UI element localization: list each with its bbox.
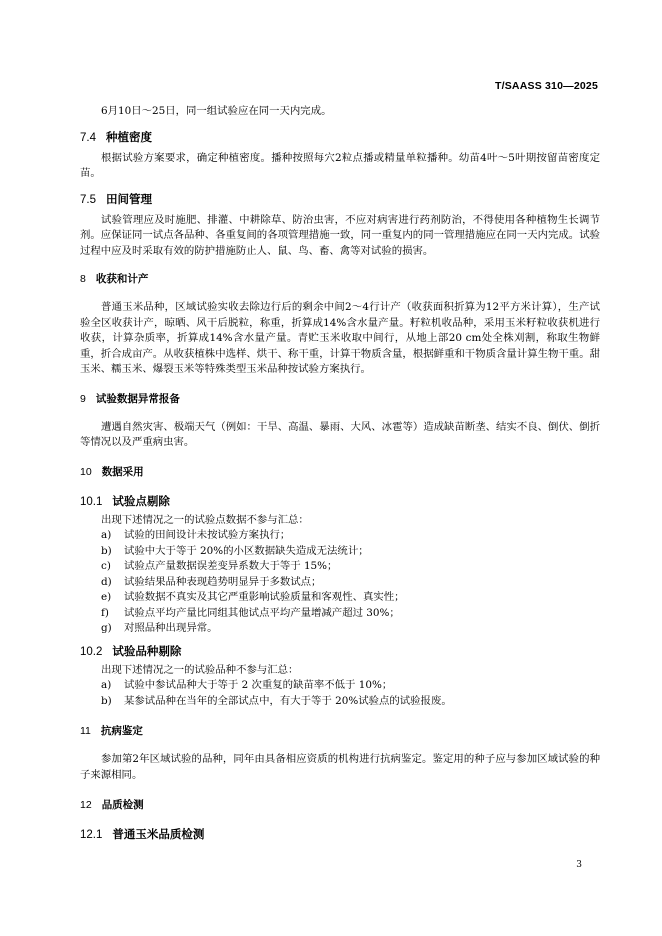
heading-12-1 [80,826,600,842]
heading-11 [80,723,600,738]
heading-title: 试验品种剔除 [112,645,182,658]
list-text: 试验点产量数据误差变异系数大于等于 15%； [124,560,338,572]
heading-10 [80,464,600,479]
list-item [80,575,600,591]
heading-number: 10.1 [80,495,103,508]
heading-title: 抗病鉴定 [100,725,143,737]
lead-10-2: 出现下述情况之一的试验品种不参与汇总： [101,663,299,676]
list-item [80,559,600,575]
list-text: 试验中参试品种大于等于 2 次重复的缺苗率不低于 10%； [124,679,393,691]
list-label: b) [101,544,112,557]
list-item [80,606,600,622]
heading-number: 7.5 [80,193,96,206]
list-item [80,544,600,560]
list-label: a) [101,529,112,541]
list-label: a) [101,679,112,691]
list-item [80,528,600,544]
heading-7-4 [80,129,600,145]
heading-number: 7.4 [80,131,96,144]
heading-number: 9 [80,392,86,405]
paragraph-9: 遭遇自然灾害、极端天气（例如：干旱、高温、暴雨、大风、冰雹等）造成缺苗断垄、结实不良、倒伏、倒折等情况以及严重病虫害。 [80,420,600,448]
paragraph-intro: 6月10日～25日，同一组试验应在同一天内完成。 [101,105,332,117]
list-item [80,621,600,637]
heading-number: 10.2 [80,645,103,658]
heading-title: 收获和计产 [95,273,149,285]
paragraph-7-4: 根据试验方案要求，确定种植密度。播种按照每穴2粒点播或精量单粒播种。幼苗4叶～5叶期按留苗密度定苗。 [80,151,600,179]
list-item [80,590,600,606]
heading-title: 品质检测 [101,799,144,811]
list-label: d) [101,575,112,588]
heading-title: 数据采用 [101,465,144,478]
list-label: c) [101,560,111,572]
heading-number: 12.1 [80,829,103,841]
paragraph-11: 参加第2年区域试验的品种，同年由具备相应资质的机构进行抗病鉴定。鉴定用的种子应与参加区域试验的种子来源相同。 [80,753,600,781]
heading-title: 普通玉米品质检测 [112,829,205,841]
list-text: 试验的田间设计未按试验方案执行； [124,529,291,541]
list-text: 某参试品种在当年的全部试点中，有大于等于 20%试验点的试验报废。 [124,694,452,707]
list-label: g) [101,622,112,634]
list-text: 试验数据不真实及其它严重影响试验质量和客观性、真实性； [124,591,405,603]
list-label: f) [101,606,109,619]
paragraph-7-5: 试验管理应及时施肥、排灌、中耕除草、防治虫害，不应对病害进行药剂防治，不得使用各种植物生长调节剂。应保证同一试点各品种、各重复间的各项管理措施一致，同一重复内的同一管理措施应在同一天内完成。试验过程中应及时采取有效的防护措施防止人、鼠、鸟、畜、禽等对试验的损害。 [80,213,600,257]
list-text: 试验点平均产量比同组其他试点平均产量增减产超过 30%； [124,606,400,619]
heading-number: 11 [80,725,91,737]
heading-title: 种植密度 [106,131,152,144]
heading-12 [80,797,600,812]
list-text: 试验结果品种表现趋势明显异于多数试点； [124,575,322,588]
page-number: 3 [576,860,582,870]
list-10-1 [80,528,600,637]
heading-number: 12 [80,799,92,811]
list-10-2 [80,678,600,709]
list-label: b) [101,694,112,707]
list-text: 试验中大于等于 20%的小区数据缺失造成无法统计； [124,544,369,557]
list-text: 对照品种出现异常。 [124,622,218,634]
heading-10-1 [80,493,600,509]
heading-title: 试验数据异常报备 [95,392,180,405]
heading-7-5 [80,191,600,207]
heading-title: 试验点剔除 [112,495,170,508]
heading-8 [80,271,600,286]
heading-number: 8 [80,273,86,285]
list-item [80,694,600,710]
standard-code: T/SAASS 310—2025 [494,80,598,92]
lead-10-1: 出现下述情况之一的试验点数据不参与汇总： [101,513,309,526]
paragraph-8: 普通玉米品种，区域试验实收去除边行后的剩余中间2～4行计产（收获面积折算为12平方米计算），生产试验全区收获计产，晾晒、风干后脱粒，称重，折算成14%含水量产量。籽粒机收品种，采用玉米籽粒收获机进行收获，计算杂质率，折算成14%含水量产量。青贮玉米收取中间行，从地上部20 cm处全株刈割，称取生物鲜重，折合成亩产。从收获植株中选样、烘干、称干重，计算干物质含量，根据鲜重和干物质含量计算生物干重。甜玉米、糯玉米、爆裂玉米等特殊类型玉米品种按试验方案执行。 [80,301,600,375]
list-label: e) [101,591,112,603]
heading-number: 10 [80,465,92,478]
heading-9 [80,391,600,406]
document-body [80,104,600,842]
heading-10-2 [80,643,600,659]
list-item [80,678,600,694]
heading-title: 田间管理 [106,193,152,206]
